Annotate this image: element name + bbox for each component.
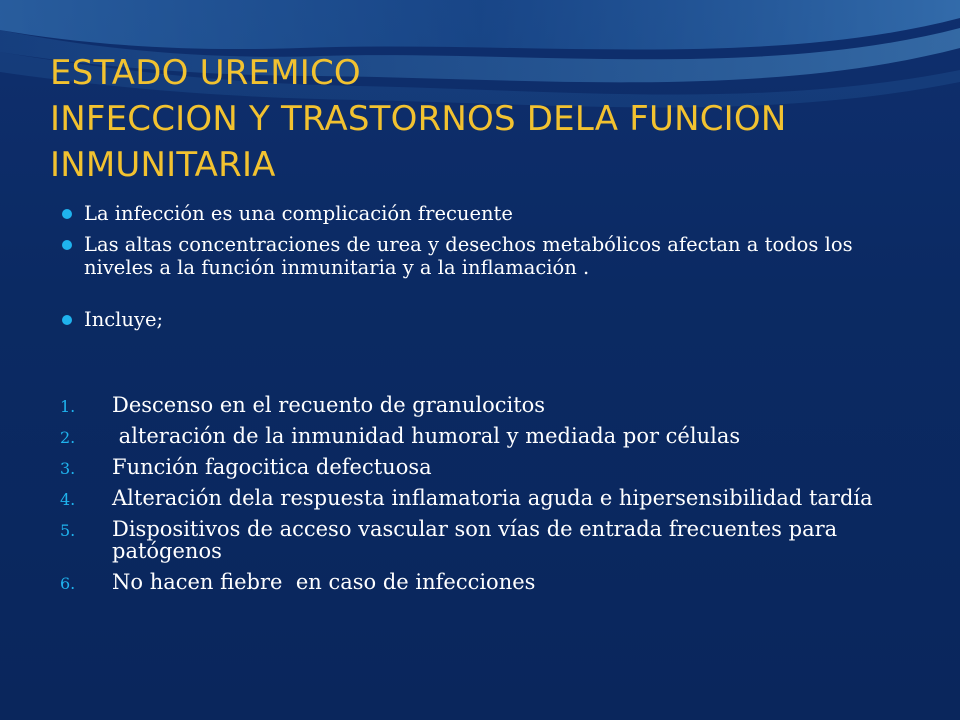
bullet-item <box>62 308 922 331</box>
title-line-3: INMUNITARIA <box>50 145 276 185</box>
bullet-dot-icon <box>62 209 72 219</box>
bullet-text: Incluye; <box>84 308 164 331</box>
item-number: 5. <box>60 521 76 540</box>
bullet-dot-icon <box>62 315 72 325</box>
bullet-text: Las altas concentraciones de urea y desechos metabólicos afectan a todos los niveles a la función inmunitaria y a la inflamación . <box>84 233 853 279</box>
title-line-1: ESTADO UREMICO <box>50 53 361 93</box>
bullet-item <box>62 233 922 279</box>
item-text: Dispositivos de acceso vascular son vías de entrada frecuentes para patógenos <box>112 517 838 563</box>
numbered-item <box>62 518 922 562</box>
item-number: 2. <box>60 428 76 447</box>
numbered-item <box>62 571 922 593</box>
item-number: 6. <box>60 574 76 593</box>
numbered-item <box>62 456 922 478</box>
item-number: 3. <box>60 459 76 478</box>
slide-title <box>50 50 930 188</box>
bullet-item <box>62 202 922 225</box>
numbered-list <box>62 394 922 602</box>
numbered-item <box>62 487 922 509</box>
item-text: No hacen fiebre en caso de infecciones <box>112 570 536 594</box>
bullet-text: La infección es una complicación frecuente <box>84 202 513 225</box>
item-number: 4. <box>60 490 76 509</box>
bullet-dot-icon <box>62 240 72 250</box>
title-line-2: INFECCION Y TRASTORNOS DELA FUNCION <box>50 99 787 139</box>
bullet-list <box>62 202 922 339</box>
item-number: 1. <box>60 397 76 416</box>
numbered-item <box>62 425 922 447</box>
item-text: Alteración dela respuesta inflamatoria aguda e hipersensibilidad tardía <box>112 486 873 510</box>
item-text: Descenso en el recuento de granulocitos <box>112 393 546 417</box>
numbered-item <box>62 394 922 416</box>
item-text: Función fagocitica defectuosa <box>112 455 432 479</box>
item-text: alteración de la inmunidad humoral y mediada por células <box>112 424 741 448</box>
